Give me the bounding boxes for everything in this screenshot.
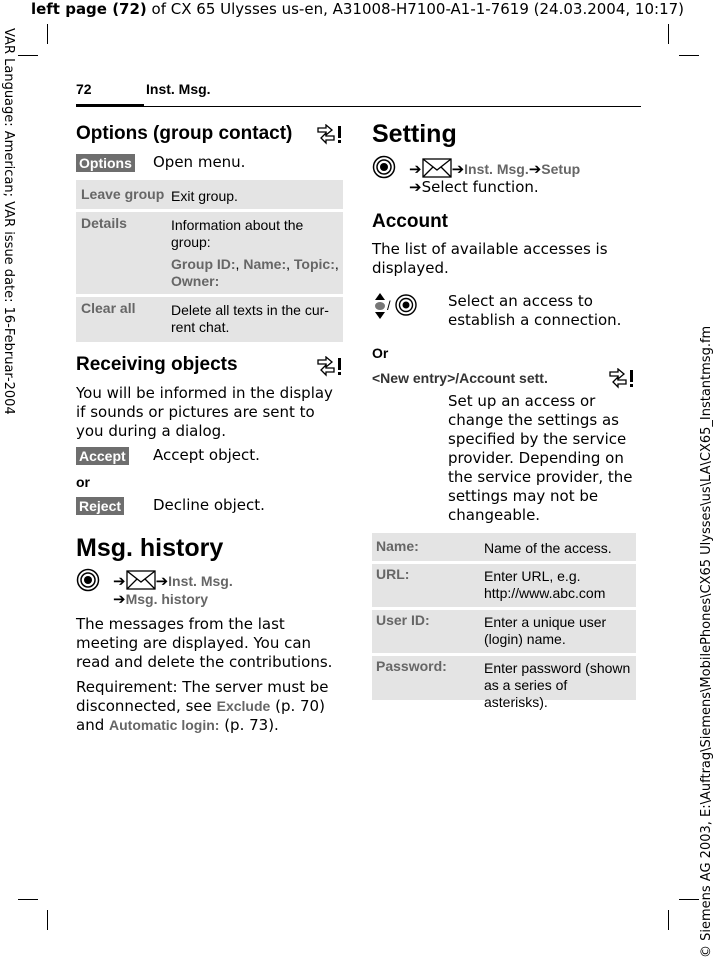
section-heading: Setting bbox=[372, 120, 457, 148]
network-dependent-icon bbox=[608, 368, 636, 390]
menu-path-line2 bbox=[409, 178, 539, 197]
side-note-right: © Siemens AG 2003, E:\Auftrag\Siemens\MobilePhones\CX65 Ulysses\us\LA\CX65_Instantmsg.fm bbox=[699, 325, 714, 958]
page-number-bar bbox=[76, 104, 144, 107]
options-softkey[interactable]: Options bbox=[76, 153, 135, 172]
network-dependent-icon bbox=[316, 124, 344, 146]
table-value: Exit group. bbox=[171, 188, 238, 204]
arrow-right-icon: ➔ bbox=[155, 572, 169, 590]
crop-mark bbox=[47, 910, 48, 930]
arrow-right-icon: ➔ bbox=[528, 160, 542, 178]
table-value: Delete all texts in the cur-rent chat. bbox=[171, 302, 329, 335]
print-header bbox=[0, 0, 715, 18]
new-entry-description: Set up an access or change the settings as specified by the service provider. Depending on the service provider, the settings may not be changeable. bbox=[448, 392, 633, 524]
menu-path-text: Select function. bbox=[421, 178, 539, 196]
crop-mark bbox=[679, 899, 699, 900]
section-title: Account bbox=[372, 211, 448, 232]
history-text: The messages from the last meeting are displayed. You can read and delete the contributions. bbox=[76, 615, 333, 671]
menu-path-item: Inst. Msg. bbox=[168, 573, 233, 589]
table-key: Name: bbox=[376, 538, 419, 554]
menu-path-line1 bbox=[409, 158, 580, 179]
crop-mark bbox=[679, 55, 699, 56]
reject-description: Decline object. bbox=[153, 496, 265, 514]
options-table bbox=[76, 180, 343, 342]
nav-description: Select an access to establish a connection. bbox=[448, 292, 622, 329]
menu-path-item: Msg. history bbox=[125, 591, 209, 607]
navigation-key-icon bbox=[372, 290, 418, 322]
section-title: Receiving objects bbox=[76, 354, 238, 375]
table-value: Enter a unique user (login) name. bbox=[484, 614, 607, 647]
or-label: or bbox=[76, 474, 90, 490]
or-label: Or bbox=[372, 345, 389, 361]
section-heading: Msg. history bbox=[76, 534, 224, 562]
menu-path-line1 bbox=[113, 570, 233, 591]
print-header-page: left page (72) bbox=[30, 0, 147, 18]
page-number: 72 bbox=[76, 81, 92, 97]
menu-path-item: Inst. Msg. bbox=[464, 161, 529, 177]
table-value: Enter password (shown as a series of asterisks). bbox=[484, 660, 631, 710]
envelope-icon bbox=[126, 570, 156, 590]
menu-path bbox=[76, 568, 100, 592]
softkey-description: Open menu. bbox=[153, 153, 246, 171]
crop-mark bbox=[18, 899, 38, 900]
accept-softkey[interactable]: Accept bbox=[76, 446, 129, 465]
side-note-left: VAR Language: American; VAR issue date: 16-Februar-2004 bbox=[1, 28, 16, 415]
envelope-icon bbox=[422, 158, 452, 178]
center-key-icon bbox=[372, 155, 396, 179]
table-value-fields: Group ID:, Name:, Topic:, Owner: bbox=[171, 256, 339, 289]
table-value: Enter URL, e.g. http://www.abc.com bbox=[484, 568, 606, 601]
menu-path-line2 bbox=[113, 590, 208, 609]
new-entry-label[interactable]: <New entry>/Account sett. bbox=[372, 370, 548, 386]
crop-mark bbox=[18, 55, 38, 56]
running-head-section: Inst. Msg. bbox=[146, 81, 211, 97]
table-value: Name of the access. bbox=[484, 540, 612, 556]
nav-keys bbox=[372, 290, 418, 322]
table-value: Information about the group: bbox=[171, 217, 304, 250]
section-title: Options (group contact) bbox=[76, 123, 293, 144]
link-exclude[interactable]: Exclude bbox=[216, 698, 271, 714]
svg-text:/: / bbox=[387, 298, 391, 313]
row-separator bbox=[372, 653, 636, 656]
row-separator bbox=[76, 294, 343, 297]
print-header-info: of CX 65 Ulysses us-en, A31008-H7100-A1-1-7619 (24.03.2004, 10:17) bbox=[146, 0, 685, 18]
header-rule bbox=[144, 106, 641, 107]
network-dependent-icon bbox=[316, 356, 344, 378]
account-text: The list of available accesses is displayed. bbox=[372, 240, 608, 277]
table-key: Leave group bbox=[81, 186, 165, 202]
arrow-right-icon: ➔ bbox=[409, 178, 422, 196]
link-automatic-login[interactable]: Automatic login: bbox=[109, 717, 220, 733]
center-key-icon bbox=[76, 568, 100, 592]
row-separator bbox=[372, 561, 636, 564]
requirement-text: Requirement: The server must be disconnected, see Exclude (p. 70) and Automatic login: (p. 73). bbox=[76, 678, 329, 734]
crop-mark bbox=[47, 24, 48, 44]
menu-path bbox=[372, 155, 396, 179]
arrow-right-icon: ➔ bbox=[113, 572, 126, 590]
receiving-text: You will be informed in the display if sounds or pictures are sent to you during a dialog. bbox=[76, 384, 333, 440]
row-separator bbox=[76, 209, 343, 212]
reject-softkey[interactable]: Reject bbox=[76, 496, 124, 515]
crop-mark bbox=[668, 910, 669, 930]
accept-description: Accept object. bbox=[153, 446, 260, 464]
account-settings-table bbox=[372, 533, 636, 710]
table-key: User ID: bbox=[376, 612, 430, 628]
crop-mark bbox=[668, 24, 669, 44]
menu-path-item: Setup bbox=[541, 161, 581, 177]
table-key: Details bbox=[81, 215, 127, 231]
row-separator bbox=[372, 607, 636, 610]
arrow-right-icon: ➔ bbox=[113, 590, 126, 608]
table-key: Clear all bbox=[81, 300, 136, 316]
arrow-right-icon: ➔ bbox=[409, 160, 422, 178]
table-key: URL: bbox=[376, 566, 410, 582]
table-key: Password: bbox=[376, 658, 447, 674]
arrow-right-icon: ➔ bbox=[451, 160, 465, 178]
